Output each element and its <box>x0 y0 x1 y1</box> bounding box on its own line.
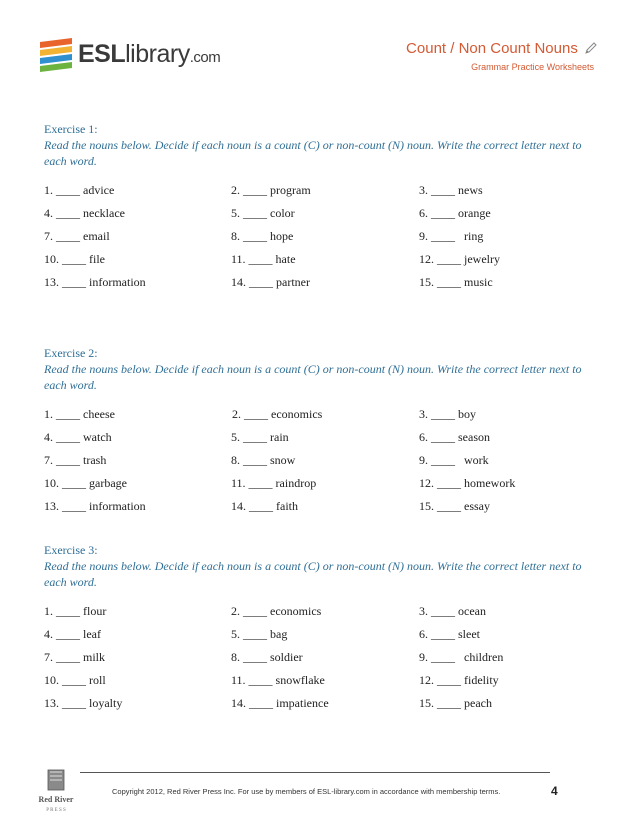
logo-stripe-green <box>40 62 72 72</box>
list-item: 13. ____ information <box>44 499 146 513</box>
exercise-items <box>44 604 604 716</box>
list-item: 5. ____ color <box>231 206 295 220</box>
exercise-title: Exercise 3: <box>44 543 98 557</box>
list-item: 8. ____ hope <box>231 229 294 243</box>
exercise-title: Exercise 2: <box>44 346 98 360</box>
exercise-title: Exercise 1: <box>44 122 98 136</box>
list-item: 2. ____ program <box>231 183 311 197</box>
list-item: 4. ____ watch <box>44 430 112 444</box>
list-item: 8. ____ snow <box>231 453 296 467</box>
list-item: 5. ____ rain <box>231 430 289 444</box>
list-item: 3. ____ ocean <box>419 604 486 618</box>
logo-dotcom: .com <box>189 49 221 66</box>
exercise-3 <box>44 542 604 716</box>
list-item: 3. ____ news <box>419 183 483 197</box>
list-item: 3. ____ boy <box>419 407 476 421</box>
list-item: 1. ____ flour <box>44 604 107 618</box>
exercise-instructions: Read the nouns below. Decide if each noun is a count (C) or non-count (N) noun. Write the correct letter next to each word. <box>44 138 582 168</box>
logo-library: library <box>125 40 190 68</box>
list-item: 9. ____ work <box>419 453 489 467</box>
list-item: 7. ____ email <box>44 229 110 243</box>
list-item: 2. ____ economics <box>232 407 323 421</box>
list-item: 5. ____ bag <box>231 627 288 641</box>
list-item: 14. ____ impatience <box>231 696 329 710</box>
publisher-press: P R E S S <box>46 808 66 813</box>
list-item: 10. ____ garbage <box>44 476 127 490</box>
exercise-items <box>44 407 604 519</box>
list-item: 11. ____ hate <box>231 252 296 266</box>
list-item: 15. ____ essay <box>419 499 490 513</box>
list-item: 10. ____ roll <box>44 673 106 687</box>
red-river-press-logo <box>38 768 74 816</box>
list-item: 10. ____ file <box>44 252 105 266</box>
exercise-instructions: Read the nouns below. Decide if each noun is a count (C) or non-count (N) noun. Write the correct letter next to each word. <box>44 559 582 589</box>
publisher-name: Red River <box>38 795 74 804</box>
exercise-instructions: Read the nouns below. Decide if each noun is a count (C) or non-count (N) noun. Write the correct letter next to each word. <box>44 362 582 392</box>
list-item: 11. ____ snowflake <box>231 673 325 687</box>
list-item: 13. ____ information <box>44 275 146 289</box>
pencil-icon <box>584 41 598 55</box>
list-item: 13. ____ loyalty <box>44 696 123 710</box>
exercise-2 <box>44 345 604 519</box>
logo-stripe-yellow <box>40 46 72 56</box>
list-item: 2. ____ economics <box>231 604 322 618</box>
list-item: 15. ____ music <box>419 275 493 289</box>
list-item: 6. ____ season <box>419 430 490 444</box>
logo-wordmark <box>78 40 220 72</box>
exercise-1 <box>44 121 604 295</box>
list-item: 6. ____ orange <box>419 206 491 220</box>
worksheet-subtitle: Grammar Practice Worksheets <box>471 62 594 72</box>
logo-esl: ESL <box>78 40 126 68</box>
logo-stripe-orange <box>40 38 72 48</box>
list-item: 1. ____ advice <box>44 183 115 197</box>
list-item: 8. ____ soldier <box>231 650 303 664</box>
copyright-text: Copyright 2012, Red River Press Inc. For use by members of ESL-library.com in accordance with membership terms. <box>112 787 501 796</box>
list-item: 12. ____ jewelry <box>419 252 500 266</box>
worksheet-title <box>406 40 598 57</box>
list-item: 14. ____ faith <box>231 499 298 513</box>
list-item: 14. ____ partner <box>231 275 310 289</box>
list-item: 12. ____ homework <box>419 476 516 490</box>
list-item: 1. ____ cheese <box>44 407 115 421</box>
list-item: 9. ____ ring <box>419 229 484 243</box>
logo-stripe-blue <box>40 54 72 64</box>
footer-divider <box>80 772 550 773</box>
list-item: 7. ____ trash <box>44 453 107 467</box>
list-item: 9. ____ children <box>419 650 504 664</box>
list-item: 7. ____ milk <box>44 650 106 664</box>
list-item: 4. ____ leaf <box>44 627 101 641</box>
worksheet-title-text: Count / Non Count Nouns <box>406 40 578 57</box>
list-item: 11. ____ raindrop <box>231 476 317 490</box>
page-number: 4 <box>551 784 558 798</box>
list-item: 12. ____ fidelity <box>419 673 499 687</box>
list-item: 15. ____ peach <box>419 696 492 710</box>
list-item: 4. ____ necklace <box>44 206 125 220</box>
list-item: 6. ____ sleet <box>419 627 480 641</box>
exercise-items <box>44 183 604 295</box>
